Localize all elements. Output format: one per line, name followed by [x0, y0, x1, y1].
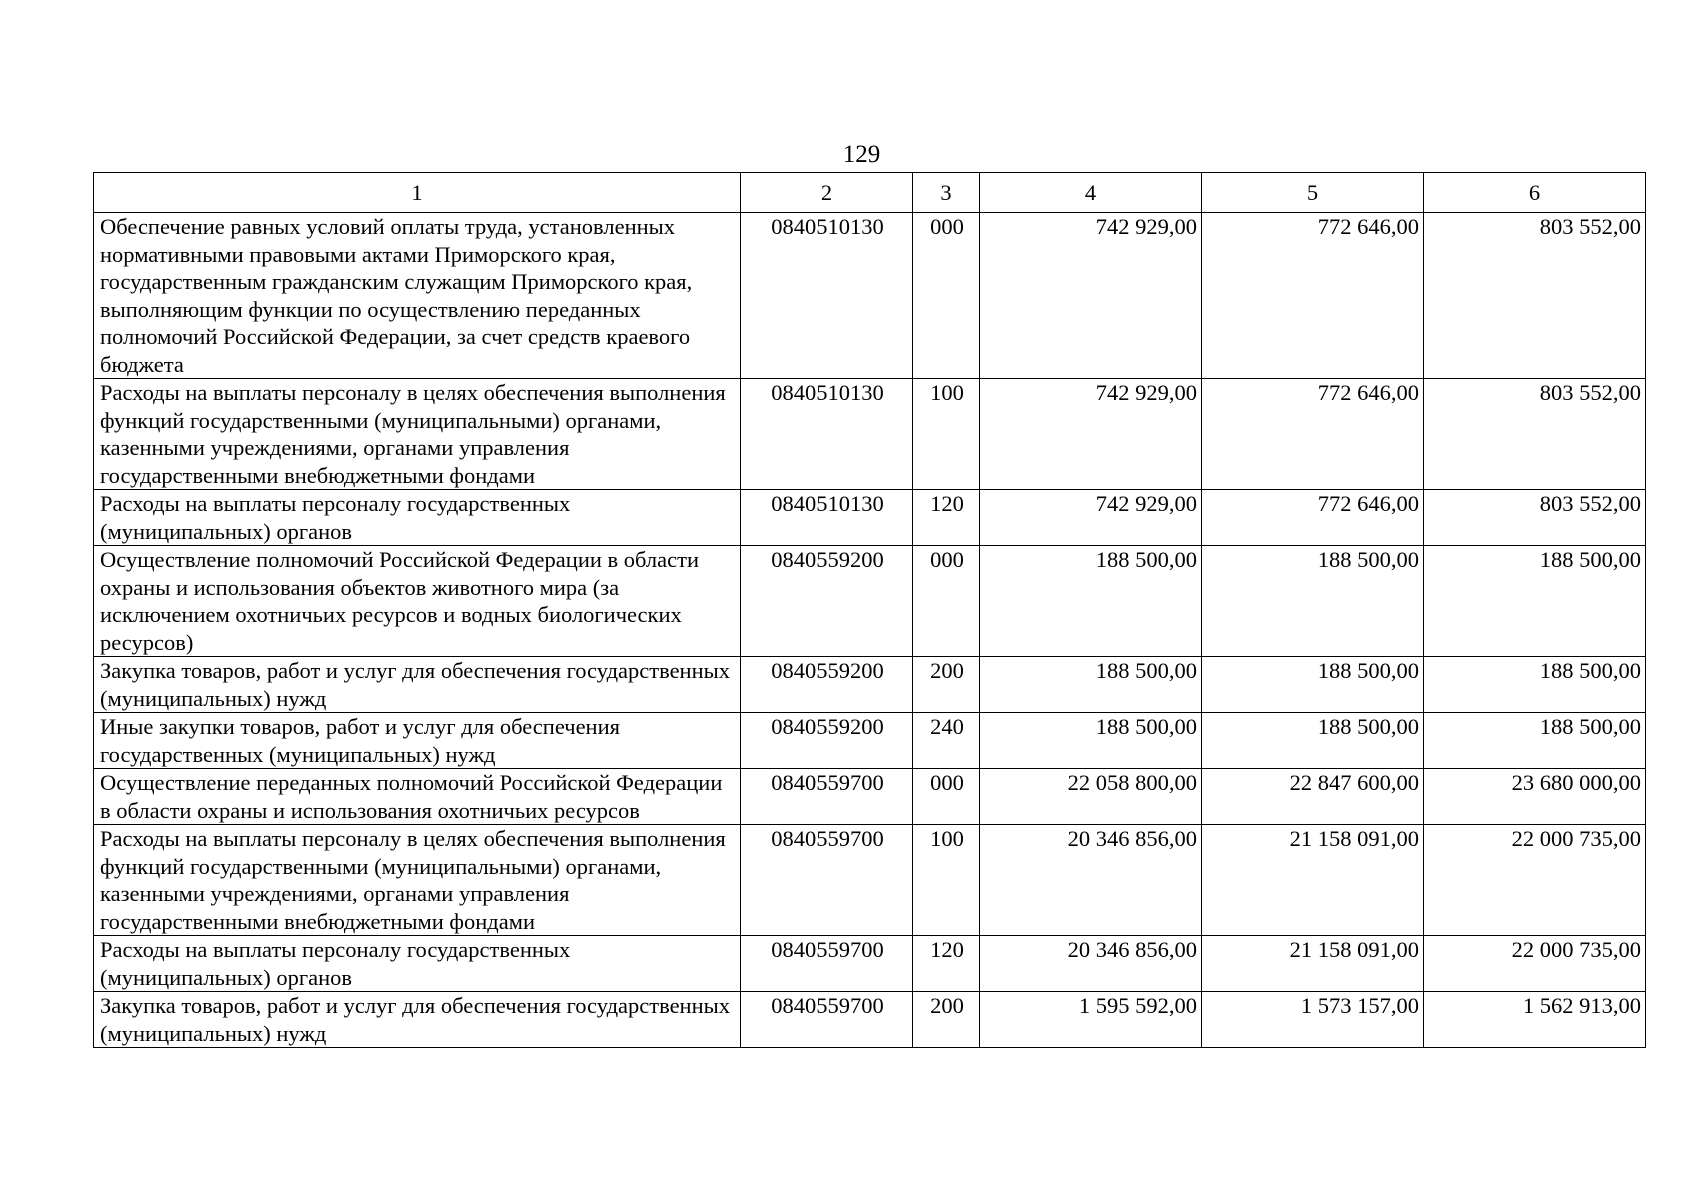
amount-col-4: 742 929,00	[980, 379, 1202, 490]
amount-col-4: 188 500,00	[980, 546, 1202, 657]
target-article-code: 0840559700	[741, 936, 913, 992]
amount-col-4: 742 929,00	[980, 490, 1202, 546]
expense-name: Расходы на выплаты персоналу государственных (муниципальных) органов	[94, 936, 741, 992]
expense-type-code: 000	[913, 213, 980, 379]
amount-col-4: 20 346 856,00	[980, 825, 1202, 936]
target-article-code: 0840559200	[741, 546, 913, 657]
amount-col-6: 22 000 735,00	[1424, 936, 1646, 992]
expense-name: Закупка товаров, работ и услуг для обеспечения государственных (муниципальных) нужд	[94, 992, 741, 1048]
amount-col-6: 188 500,00	[1424, 713, 1646, 769]
table-row	[94, 713, 1646, 769]
expense-type-code: 200	[913, 992, 980, 1048]
page-number: 129	[842, 141, 881, 168]
table-row	[94, 490, 1646, 546]
expense-type-code: 240	[913, 713, 980, 769]
table-row	[94, 992, 1646, 1048]
expense-name: Иные закупки товаров, работ и услуг для обеспечения государственных (муниципальных) нужд	[94, 713, 741, 769]
expense-type-code: 100	[913, 379, 980, 490]
amount-col-5: 22 847 600,00	[1202, 769, 1424, 825]
column-header: 3	[913, 173, 980, 213]
target-article-code: 0840559700	[741, 825, 913, 936]
column-header: 6	[1424, 173, 1646, 213]
expense-type-code: 100	[913, 825, 980, 936]
expense-type-code: 120	[913, 936, 980, 992]
expense-type-code: 000	[913, 769, 980, 825]
amount-col-6: 188 500,00	[1424, 546, 1646, 657]
target-article-code: 0840559700	[741, 992, 913, 1048]
column-header: 5	[1202, 173, 1424, 213]
table-row	[94, 936, 1646, 992]
target-article-code: 0840510130	[741, 379, 913, 490]
amount-col-6: 22 000 735,00	[1424, 825, 1646, 936]
amount-col-5: 21 158 091,00	[1202, 825, 1424, 936]
amount-col-4: 22 058 800,00	[980, 769, 1202, 825]
amount-col-4: 742 929,00	[980, 213, 1202, 379]
expense-name: Закупка товаров, работ и услуг для обеспечения государственных (муниципальных) нужд	[94, 657, 741, 713]
amount-col-5: 188 500,00	[1202, 546, 1424, 657]
amount-col-6: 803 552,00	[1424, 490, 1646, 546]
target-article-code: 0840510130	[741, 490, 913, 546]
table-row	[94, 213, 1646, 379]
amount-col-5: 1 573 157,00	[1202, 992, 1424, 1048]
table-row	[94, 546, 1646, 657]
amount-col-6: 23 680 000,00	[1424, 769, 1646, 825]
column-header: 4	[980, 173, 1202, 213]
amount-col-5: 772 646,00	[1202, 490, 1424, 546]
table-row	[94, 657, 1646, 713]
expense-type-code: 120	[913, 490, 980, 546]
table-row	[94, 825, 1646, 936]
expense-name: Расходы на выплаты персоналу в целях обеспечения выполнения функций государственными (муниципальными) органами, казенными учреждениями, органами управления государственными внебюджетными фондами	[94, 825, 741, 936]
target-article-code: 0840559200	[741, 657, 913, 713]
amount-col-5: 21 158 091,00	[1202, 936, 1424, 992]
amount-col-4: 1 595 592,00	[980, 992, 1202, 1048]
expense-type-code: 200	[913, 657, 980, 713]
amount-col-4: 188 500,00	[980, 713, 1202, 769]
target-article-code: 0840559700	[741, 769, 913, 825]
budget-table	[93, 172, 1646, 1048]
amount-col-5: 772 646,00	[1202, 213, 1424, 379]
target-article-code: 0840559200	[741, 713, 913, 769]
table-row	[94, 769, 1646, 825]
column-header: 2	[741, 173, 913, 213]
amount-col-5: 772 646,00	[1202, 379, 1424, 490]
amount-col-4: 20 346 856,00	[980, 936, 1202, 992]
amount-col-6: 1 562 913,00	[1424, 992, 1646, 1048]
expense-name: Расходы на выплаты персоналу государственных (муниципальных) органов	[94, 490, 741, 546]
expense-name: Осуществление переданных полномочий Российской Федерации в области охраны и использования охотничьих ресурсов	[94, 769, 741, 825]
expense-name: Обеспечение равных условий оплаты труда, установленных нормативными правовыми актами Приморского края, государственным гражданским служащим Приморского края, выполняющим функции по осуществлению переданных полномочий Российской Федерации, за счет средств краевого бюджета	[94, 213, 741, 379]
amount-col-6: 188 500,00	[1424, 657, 1646, 713]
amount-col-4: 188 500,00	[980, 657, 1202, 713]
table-row	[94, 379, 1646, 490]
expense-name: Расходы на выплаты персоналу в целях обеспечения выполнения функций государственными (муниципальными) органами, казенными учреждениями, органами управления государственными внебюджетными фондами	[94, 379, 741, 490]
amount-col-5: 188 500,00	[1202, 657, 1424, 713]
expense-name: Осуществление полномочий Российской Федерации в области охраны и использования объектов животного мира (за исключением охотничьих ресурсов и водных биологических ресурсов)	[94, 546, 741, 657]
table-header-row	[94, 173, 1646, 213]
expense-type-code: 000	[913, 546, 980, 657]
target-article-code: 0840510130	[741, 213, 913, 379]
amount-col-6: 803 552,00	[1424, 213, 1646, 379]
amount-col-5: 188 500,00	[1202, 713, 1424, 769]
amount-col-6: 803 552,00	[1424, 379, 1646, 490]
column-header: 1	[94, 173, 741, 213]
